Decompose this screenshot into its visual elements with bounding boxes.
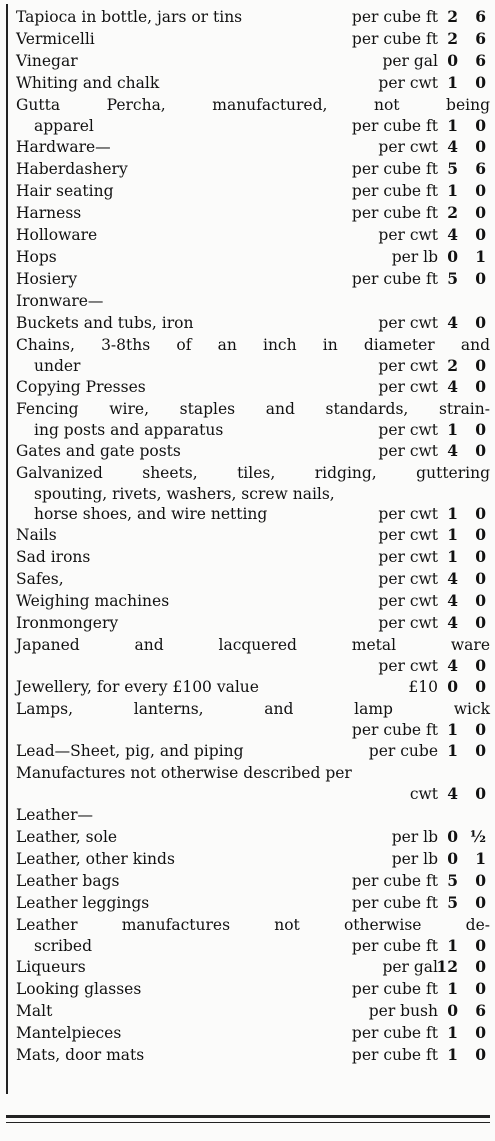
item-text: Leather, sole: [16, 828, 118, 846]
tariff-row: [16, 784, 490, 804]
tariff-row: [16, 246, 490, 268]
item-text: Mats, door mats: [16, 1046, 145, 1064]
item-text: Hardware—: [16, 138, 111, 156]
rate-pence: 0: [475, 313, 486, 332]
item-text: Leather leggings: [16, 894, 150, 912]
unit-text: per cube ft: [351, 721, 438, 739]
item-text: Ironware—: [16, 292, 104, 310]
rate-pence: 0: [475, 356, 486, 375]
item-text: Nails: [16, 526, 57, 544]
rate-pence: 0: [475, 1045, 486, 1064]
unit-text: per cwt: [378, 592, 438, 610]
rate-shillings: 2: [447, 29, 458, 48]
item-text: Mantelpieces: [16, 1024, 122, 1042]
item-text: under: [34, 357, 81, 375]
tariff-row: [16, 740, 490, 762]
item-text: Fencing wire, staples and standards, strain-: [16, 400, 490, 418]
item-text: Haberdashery: [16, 160, 128, 178]
unit-text: per gal: [382, 52, 438, 70]
rate-shillings: 1: [447, 504, 458, 523]
tariff-row: [16, 72, 490, 94]
tariff-row: [16, 202, 490, 224]
tariff-row: [16, 420, 490, 440]
item-text: Manufactures not otherwise described per: [16, 764, 352, 782]
item-text: Malt: [16, 1002, 53, 1020]
rate-pence: 0: [475, 1023, 486, 1042]
item-text: Lead—Sheet, pig, and piping: [16, 742, 244, 760]
item-text: apparel: [34, 117, 94, 135]
tariff-row: [16, 892, 490, 914]
item-text: scribed: [34, 937, 93, 955]
tariff-row: [16, 656, 490, 676]
unit-text: per cube ft: [351, 872, 438, 890]
rate-shillings: 12: [436, 957, 458, 976]
tariff-row: [16, 224, 490, 246]
tariff-row: [16, 546, 490, 568]
tariff-row: [16, 698, 490, 720]
item-text: Leather, other kinds: [16, 850, 175, 868]
tariff-row: [16, 1000, 490, 1022]
unit-text: per cwt: [378, 226, 438, 244]
rate-pence: 0: [475, 547, 486, 566]
tariff-row: [16, 28, 490, 50]
rate-pence: 0: [475, 269, 486, 288]
tariff-row: [16, 676, 490, 698]
unit-text: per cube ft: [351, 270, 438, 288]
tariff-row: [16, 50, 490, 72]
rate-pence: 0: [475, 116, 486, 135]
unit-text: cwt: [409, 785, 438, 803]
item-text: Liqueurs: [16, 958, 86, 976]
tariff-row: [16, 1022, 490, 1044]
item-text: Sad irons: [16, 548, 91, 566]
tariff-row: [16, 826, 490, 848]
rate-shillings: 4: [447, 377, 458, 396]
rate-pence: 0: [475, 957, 486, 976]
rate-shillings: 0: [447, 677, 458, 696]
item-text: Lamps, lanterns, and lamp wick: [16, 700, 490, 718]
item-text: Leather manufactures not otherwise de-: [16, 916, 490, 934]
item-text: Whiting and chalk: [16, 74, 160, 92]
rate-shillings: 1: [447, 741, 458, 760]
tariff-row: [16, 504, 490, 524]
rate-pence: 0: [475, 377, 486, 396]
rate-pence: 0: [475, 569, 486, 588]
unit-text: per cube ft: [351, 160, 438, 178]
tariff-row: [16, 180, 490, 202]
unit-text: per cube ft: [351, 182, 438, 200]
rate-pence: 0: [475, 656, 486, 675]
rate-shillings: 2: [447, 203, 458, 222]
rate-pence: 0: [475, 784, 486, 803]
unit-text: per cwt: [378, 614, 438, 632]
unit-text: per cwt: [378, 138, 438, 156]
rate-shillings: 1: [447, 420, 458, 439]
rate-pence: ½: [469, 827, 486, 846]
unit-text: per gal: [382, 958, 438, 976]
tariff-row: [16, 936, 490, 956]
item-text: Vinegar: [16, 52, 78, 70]
item-text: Tapioca in bottle, jars or tins: [16, 8, 243, 26]
rate-shillings: 1: [447, 1045, 458, 1064]
rate-pence: 0: [475, 441, 486, 460]
unit-text: per cube ft: [351, 1024, 438, 1042]
rate-pence: 0: [475, 613, 486, 632]
item-text: Hops: [16, 248, 57, 266]
unit-text: per cwt: [378, 314, 438, 332]
item-text: ing posts and apparatus: [34, 421, 224, 439]
rate-shillings: 1: [447, 979, 458, 998]
rate-pence: 0: [475, 741, 486, 760]
tariff-row: [16, 1044, 490, 1066]
rate-pence: 0: [475, 893, 486, 912]
left-rule: [6, 4, 8, 1094]
rate-shillings: 1: [447, 525, 458, 544]
tariff-row: [16, 116, 490, 136]
item-text: Copying Presses: [16, 378, 146, 396]
tariff-row: [16, 720, 490, 740]
rate-shillings: 0: [447, 827, 458, 846]
tariff-row: [16, 568, 490, 590]
unit-text: per cube ft: [351, 1046, 438, 1064]
item-text: Japaned and lacquered metal ware: [16, 636, 490, 654]
rate-pence: 0: [475, 871, 486, 890]
unit-text: per cwt: [378, 548, 438, 566]
rate-shillings: 2: [447, 7, 458, 26]
unit-text: per cube ft: [351, 30, 438, 48]
tariff-row: [16, 848, 490, 870]
rate-shillings: 1: [447, 73, 458, 92]
rate-pence: 0: [475, 677, 486, 696]
tariff-row: [16, 634, 490, 656]
rate-pence: 0: [475, 591, 486, 610]
rate-pence: 6: [475, 29, 486, 48]
unit-text: per cwt: [378, 421, 438, 439]
rate-pence: 0: [475, 720, 486, 739]
unit-text: per cube ft: [351, 8, 438, 26]
unit-text: per lb: [391, 828, 438, 846]
tariff-row: [16, 524, 490, 546]
rate-shillings: 1: [447, 547, 458, 566]
unit-text: per cube ft: [351, 204, 438, 222]
rate-pence: 0: [475, 936, 486, 955]
rate-shillings: 1: [447, 116, 458, 135]
unit-text: per cube ft: [351, 894, 438, 912]
unit-text: per cwt: [378, 74, 438, 92]
tariff-row: [16, 590, 490, 612]
rate-pence: 0: [475, 504, 486, 523]
rate-pence: 0: [475, 979, 486, 998]
tariff-row: [16, 136, 490, 158]
tariff-row: [16, 462, 490, 484]
item-text: Holloware: [16, 226, 98, 244]
rate-shillings: 4: [447, 441, 458, 460]
rate-shillings: 4: [447, 137, 458, 156]
item-text: Vermicelli: [16, 30, 95, 48]
unit-text: £10: [408, 678, 438, 696]
rate-shillings: 0: [447, 849, 458, 868]
item-text: Galvanized sheets, tiles, ridging, guttering: [16, 464, 490, 482]
tariff-row: [16, 334, 490, 356]
rate-pence: 0: [475, 420, 486, 439]
rate-shillings: 4: [447, 569, 458, 588]
rate-pence: 6: [475, 159, 486, 178]
unit-text: per lb: [391, 850, 438, 868]
rate-shillings: 4: [447, 656, 458, 675]
unit-text: per cube: [368, 742, 438, 760]
item-text: Hair seating: [16, 182, 114, 200]
item-text: horse shoes, and wire netting: [34, 505, 268, 523]
unit-text: per cwt: [378, 526, 438, 544]
unit-text: per cwt: [378, 505, 438, 523]
tariff-row: [16, 356, 490, 376]
item-text: Harness: [16, 204, 82, 222]
rate-pence: 0: [475, 137, 486, 156]
rate-shillings: 4: [447, 591, 458, 610]
tariff-row: [16, 290, 490, 312]
tariff-row: [16, 398, 490, 420]
rate-shillings: 0: [447, 247, 458, 266]
bottom-rule-thick: [6, 1115, 490, 1118]
rate-shillings: 5: [447, 893, 458, 912]
rate-shillings: 4: [447, 313, 458, 332]
item-text: Looking glasses: [16, 980, 142, 998]
unit-text: per lb: [391, 248, 438, 266]
rate-pence: 6: [475, 1001, 486, 1020]
unit-text: per cwt: [378, 442, 438, 460]
tariff-row: [16, 440, 490, 462]
rate-pence: 1: [475, 247, 486, 266]
rate-pence: 0: [475, 203, 486, 222]
rate-shillings: 4: [447, 784, 458, 803]
rate-shillings: 4: [447, 613, 458, 632]
tariff-row: [16, 870, 490, 892]
tariff-list: [16, 6, 490, 1066]
item-text: Hosiery: [16, 270, 78, 288]
bottom-rule-thin: [6, 1122, 490, 1123]
item-text: Gutta Percha, manufactured, not being: [16, 96, 490, 114]
item-text: Leather—: [16, 806, 94, 824]
tariff-row: [16, 762, 490, 784]
item-text: Gates and gate posts: [16, 442, 181, 460]
rate-shillings: 1: [447, 1023, 458, 1042]
rate-shillings: 1: [447, 720, 458, 739]
tariff-row: [16, 612, 490, 634]
rate-pence: 1: [475, 849, 486, 868]
item-text: Leather bags: [16, 872, 120, 890]
item-text: Jewellery, for every £100 value: [16, 678, 259, 696]
rate-pence: 0: [475, 73, 486, 92]
tariff-row: [16, 484, 490, 504]
rate-shillings: 5: [447, 871, 458, 890]
tariff-row: [16, 804, 490, 826]
tariff-row: [16, 978, 490, 1000]
rate-shillings: 5: [447, 269, 458, 288]
rate-pence: 0: [475, 181, 486, 200]
tariff-row: [16, 268, 490, 290]
item-text: Weighing machines: [16, 592, 170, 610]
unit-text: per cwt: [378, 570, 438, 588]
rate-shillings: 0: [447, 51, 458, 70]
unit-text: per cube ft: [351, 117, 438, 135]
item-text: spouting, rivets, washers, screw nails,: [34, 485, 335, 503]
rate-pence: 6: [475, 51, 486, 70]
tariff-row: [16, 914, 490, 936]
rate-pence: 6: [475, 7, 486, 26]
rate-pence: 0: [475, 225, 486, 244]
item-text: Chains, 3-8ths of an inch in diameter and: [16, 336, 490, 354]
rate-shillings: 1: [447, 936, 458, 955]
tariff-row: [16, 376, 490, 398]
tariff-row: [16, 312, 490, 334]
tariff-row: [16, 6, 490, 28]
rate-shillings: 5: [447, 159, 458, 178]
unit-text: per cwt: [378, 378, 438, 396]
tariff-row: [16, 158, 490, 180]
unit-text: per bush: [368, 1002, 438, 1020]
item-text: Safes,: [16, 570, 64, 588]
unit-text: per cube ft: [351, 937, 438, 955]
rate-shillings: 4: [447, 225, 458, 244]
unit-text: per cwt: [378, 657, 438, 675]
rate-shillings: 0: [447, 1001, 458, 1020]
item-text: Buckets and tubs, iron: [16, 314, 194, 332]
rate-pence: 0: [475, 525, 486, 544]
rate-shillings: 2: [447, 356, 458, 375]
unit-text: per cwt: [378, 357, 438, 375]
tariff-row: [16, 94, 490, 116]
unit-text: per cube ft: [351, 980, 438, 998]
item-text: Ironmongery: [16, 614, 119, 632]
rate-shillings: 1: [447, 181, 458, 200]
tariff-row: [16, 956, 490, 978]
